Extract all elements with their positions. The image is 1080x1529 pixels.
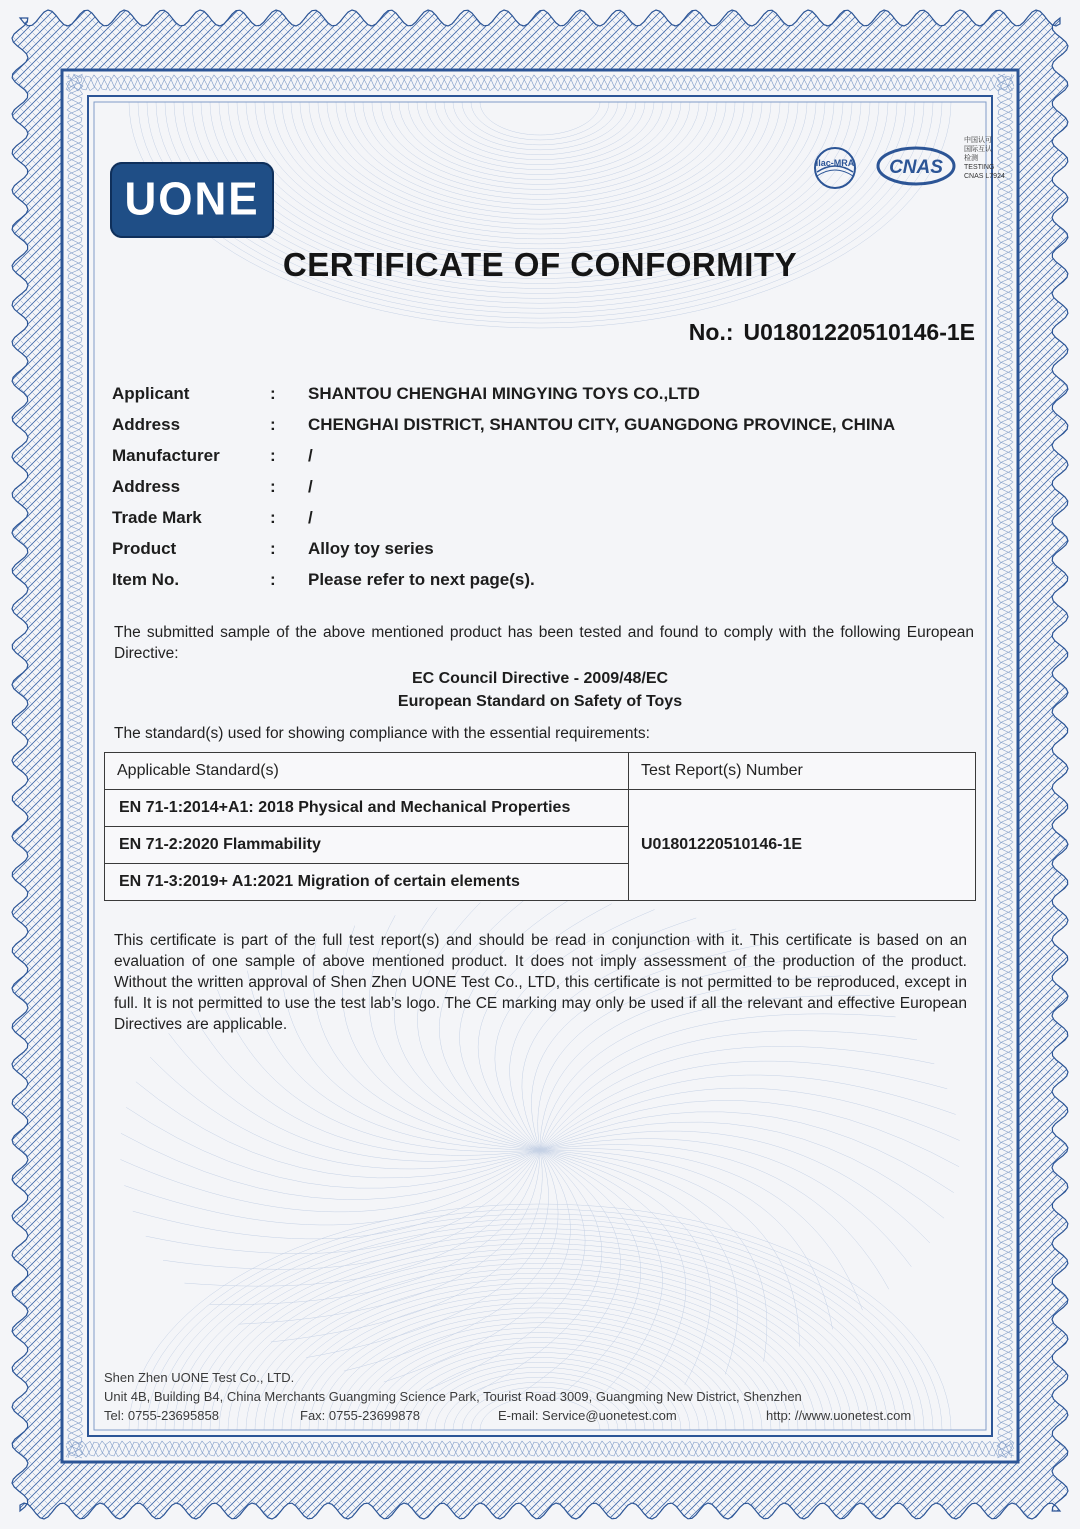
info-row-manufacturer-address [112,471,992,502]
cnas-caption-line: 检测 [964,155,978,162]
info-key: Product [112,538,177,558]
certificate-number-label: No.: [688,319,734,345]
footer-contacts [104,1406,964,1425]
certificate-number [689,319,975,346]
standards-table [104,752,976,901]
standard-cell: EN 71-1:2014+A1: 2018 Physical and Mechanical Properties [105,790,629,827]
footer-website-link[interactable]: http: //www.uonetest.com [766,1408,912,1423]
info-colon: : [270,569,276,589]
info-key: Applicant [112,383,190,403]
info-row-trade-mark [112,502,992,533]
table-header-report: Test Report(s) Number [629,753,976,790]
report-number-cell: U01801220510146-1E [629,790,976,901]
ilac-mra-logo [802,142,868,190]
footer [104,1368,964,1425]
info-key: Address [112,476,181,496]
info-row-product [112,533,992,564]
footer-email[interactable]: E-mail: Service@uonetest.com [498,1408,677,1423]
info-row-manufacturer [112,440,992,471]
intro-paragraph: The submitted sample of the above mentioned product has been tested and found to comply with the following European Directive: [114,624,974,662]
info-value: Please refer to next page(s). [308,569,535,589]
table-row [105,790,976,827]
info-colon: : [270,383,276,403]
certificate-title: CERTIFICATE OF CONFORMITY [282,246,798,283]
info-colon: : [270,445,276,465]
info-colon: : [270,507,276,527]
disclaimer-paragraph: This certificate is part of the full test report(s) and should be read in conjunction with it. This certificate is based on an evaluation of one sample of above mentioned product. It does not imply assessment of the production of the product. Without the written approval of Shen Zhen UONE Test Co., LTD, this certificate is not permitted to be reproduced, except in full. It is not permitted to use the test lab’s logo. The CE marking may only be used if all the relevant and effective European Directives are applicable. [114,932,967,1033]
cnas-caption-line: 国际互认 [964,146,992,153]
standards-intro: The standard(s) used for showing compliance with the essential requirements: [114,725,650,742]
footer-fax: Fax: 0755-23699878 [300,1408,420,1423]
standard-cell: EN 71-2:2020 Flammability [105,827,629,864]
uone-logo [110,162,274,238]
svg-text:CNAS: CNAS [889,157,943,178]
info-colon: : [270,414,276,434]
info-row-address [112,409,992,440]
info-row-applicant [112,378,992,409]
info-value: / [308,507,313,527]
cnas-logo [876,146,956,186]
info-key: Manufacturer [112,445,220,465]
info-key: Address [112,414,181,434]
footer-tel: Tel: 0755-23695858 [104,1408,219,1423]
info-key: Item No. [112,569,180,589]
footer-address: Unit 4B, Building B4, China Merchants Guangming Science Park, Tourist Road 3009, Guangming New District, Shenzhen [104,1389,802,1404]
cnas-caption-line: 中国认可 [964,137,992,144]
standard-cell: EN 71-3:2019+ A1:2021 Migration of certain elements [105,864,629,901]
cnas-caption [964,136,1010,181]
info-value: CHENGHAI DISTRICT, SHANTOU CITY, GUANGDONG PROVINCE, CHINA [308,414,896,434]
table-header-standard: Applicable Standard(s) [105,753,629,790]
cnas-caption-line: TESTING [964,164,995,171]
info-colon: : [270,538,276,558]
directive-subtitle: European Standard on Safety of Toys [397,693,683,710]
info-key: Trade Mark [112,507,202,527]
svg-text:ilac-MRA: ilac-MRA [815,158,855,168]
certificate-number-value: U01801220510146-1E [743,319,975,345]
info-colon: : [270,476,276,496]
info-value: / [308,476,313,496]
info-value: / [308,445,313,465]
footer-company: Shen Zhen UONE Test Co., LTD. [104,1370,295,1385]
info-value: SHANTOU CHENGHAI MINGYING TOYS CO.,LTD [308,383,700,403]
applicant-info [112,378,992,595]
table-header-row [105,753,976,790]
cnas-caption-line: CNAS L7924 [964,173,1005,180]
uone-logo-text: UONE [124,173,260,226]
info-value: Alloy toy series [308,538,434,558]
info-row-item-no [112,564,992,595]
directive-title: EC Council Directive - 2009/48/EC [411,670,669,687]
